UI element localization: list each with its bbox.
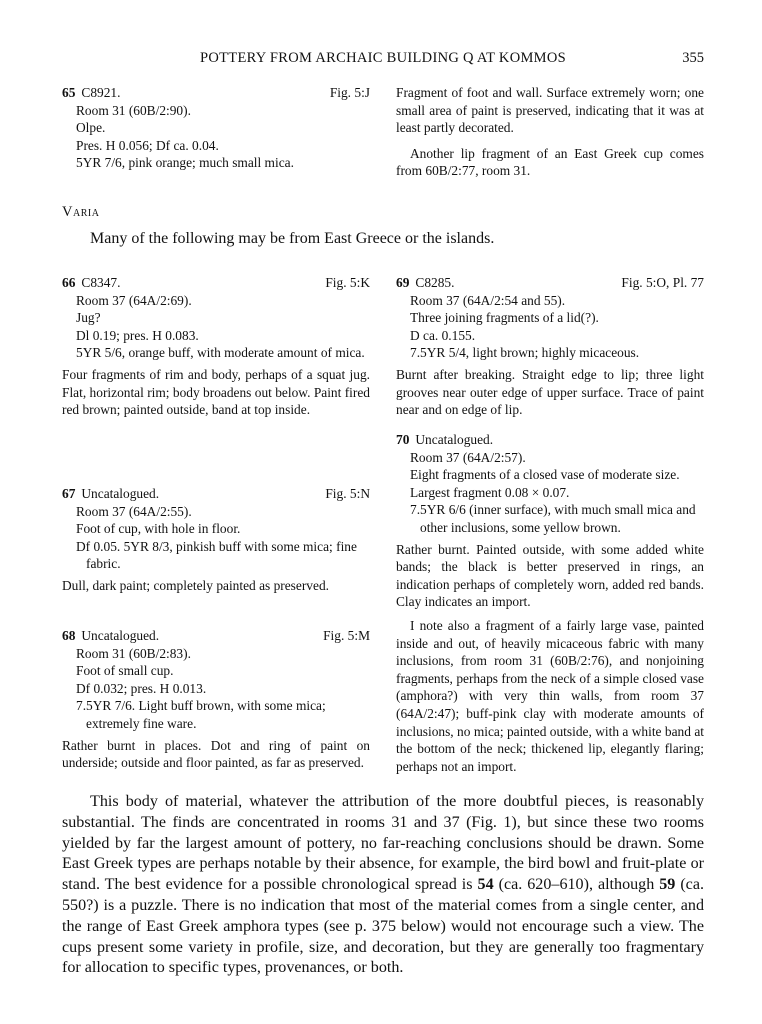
body-text-part: (ca. 620–610), although: [493, 876, 660, 894]
entry-heading: [62, 485, 370, 503]
entry-number: 68: [62, 628, 76, 643]
entry-note: Another lip fragment of an East Greek cup comes from 60B/2:77, room 31.: [396, 145, 704, 179]
figure-ref: Fig. 5:K: [325, 275, 370, 290]
entry-id: Uncatalogued.: [415, 432, 494, 447]
entry-line: Room 31 (60B/2:90).: [76, 102, 191, 118]
entry-line: Jug?: [76, 310, 101, 326]
catalog-entry-66: [62, 274, 370, 419]
running-head: POTTERY FROM ARCHAIC BUILDING Q AT KOMMOS: [200, 50, 566, 66]
entry-line: Room 37 (64A/2:55).: [76, 503, 192, 519]
entry-description: Fragment of foot and wall. Surface extremely worn; one small area of paint is preserved, indicating that it was at least partly decorated.: [396, 85, 704, 136]
entry-line: Olpe.: [76, 120, 106, 136]
entry-line: 5YR 7/6, pink orange; much small mica.: [76, 155, 294, 171]
entry-note: I note also a fragment of a fairly large vase, painted inside and out, of heavily micaceous fabric with many inclusions, from room 31 (60B/2:76), and nonjoining fragments, perhaps from the neck of a simple closed vase (amphora?) with very thin walls, from room 37 (64A/2:47); buff-pink clay with moderate amounts of inclusions, no mica; painted outside, with a white band at the bottom of the neck; thickened lip, elegantly flaring; perhaps not an import.: [396, 617, 704, 774]
entry-heading: [396, 431, 704, 449]
entry-heading: [396, 274, 704, 292]
catalog-entry-67: [62, 485, 370, 595]
catalog-reference: 59: [659, 876, 676, 894]
figure-ref: Fig. 5:N: [325, 486, 370, 501]
entry-line: Pres. H 0.056; Df ca. 0.04.: [76, 137, 219, 153]
entry-id: Uncatalogued.: [81, 486, 160, 501]
entry-line: Room 37 (64A/2:57).: [410, 449, 526, 465]
entry-65-continued: [396, 84, 704, 180]
entry-description: Four fragments of rim and body, perhaps of a squat jug. Flat, horizontal rim; body broadens out below. Paint fired red brown; painted outside, band at top inside.: [62, 366, 370, 418]
entry-heading: [62, 84, 370, 102]
entry-line: Eight fragments of a closed vase of moderate size.: [410, 467, 680, 483]
body-text-part: (ca. 550?) is a puzzle. There is no indication that most of the material comes from a single center, and the range of East Greek amphora types (see p. 375 below) would not encourage such a view. The cups present some variety in profile, size, and decoration, but they are generally too fragmentary for allocation to specific types, provenances, or both.: [62, 876, 704, 977]
entry-id: C8285.: [415, 275, 455, 290]
entry-description: Dull, dark paint; completely painted as preserved.: [62, 577, 329, 593]
entry-line: Foot of small cup.: [76, 663, 174, 679]
entry-line: Room 37 (64A/2:69).: [76, 292, 192, 308]
entry-line: Room 37 (64A/2:54 and 55).: [410, 292, 566, 308]
entry-line: 5YR 5/6, orange buff, with moderate amount of mica.: [76, 345, 365, 361]
entry-description: Burnt after breaking. Straight edge to lip; three light grooves near outer edge of upper surface. Trace of paint near and on edge of lip.: [396, 366, 704, 418]
entry-id: Uncatalogued.: [81, 628, 160, 643]
entry-number: 67: [62, 486, 76, 501]
section-title: Varia: [62, 204, 100, 220]
figure-ref: Fig. 5:O, Pl. 77: [621, 275, 704, 290]
entry-line: 7.5YR 7/6. Light buff brown, with some mica; extremely fine ware.: [76, 698, 326, 731]
entry-line: Largest fragment 0.08 × 0.07.: [410, 484, 570, 500]
entry-id: C8347.: [81, 275, 121, 290]
entry-line: D ca. 0.155.: [410, 327, 476, 343]
catalog-entry-69: [396, 274, 704, 419]
figure-ref: Fig. 5:M: [323, 628, 370, 643]
page-header: [62, 50, 704, 70]
section-intro: Many of the following may be from East Greece or the islands.: [90, 230, 495, 247]
entry-number: 70: [396, 432, 410, 447]
entry-description: Rather burnt. Painted outside, with some added white bands; the black is better preserved in rings, an indication perhaps of completely worn, added red bands. Clay indicates an import.: [396, 541, 704, 610]
entry-line: Foot of cup, with hole in floor.: [76, 521, 241, 537]
entry-line: Three joining fragments of a lid(?).: [410, 310, 599, 326]
entry-number: 65: [62, 85, 76, 100]
entry-heading: [62, 627, 370, 645]
body-text-part: This body of material, whatever the attribution of the more doubtful pieces, is reasonably substantial. The finds are concentrated in rooms 31 and 37 (Fig. 1), but since these two rooms yielded by far the largest amount of pottery, no far-reaching conclusions should be drawn. Some East Greek types are perhaps notable by their absence, for example, the bird bowl and fruit-plate or stand. The best evidence for a possible chronological spread is: [62, 793, 704, 894]
catalog-reference: 54: [477, 876, 494, 894]
entry-line: Dl 0.19; pres. H 0.083.: [76, 327, 199, 343]
entry-line: 7.5YR 6/6 (inner surface), with much small mica and other inclusions, some yellow brown.: [410, 502, 696, 535]
concluding-paragraph: [62, 792, 704, 979]
catalog-entry-68: [62, 627, 370, 772]
entry-line: Room 31 (60B/2:83).: [76, 645, 191, 661]
entry-description: Rather burnt in places. Dot and ring of paint on underside; outside and floor painted, as far as preserved.: [62, 737, 370, 771]
entry-number: 69: [396, 275, 410, 290]
entry-line: Df 0.05. 5YR 8/3, pinkish buff with some mica; fine fabric.: [76, 538, 357, 572]
catalog-entry-65: [62, 84, 370, 172]
entry-line: Df 0.032; pres. H 0.013.: [76, 680, 207, 696]
catalog-entry-70: [396, 431, 704, 775]
entry-number: 66: [62, 275, 76, 290]
entry-line: 7.5YR 5/4, light brown; highly micaceous.: [410, 345, 640, 361]
entry-heading: [62, 274, 370, 292]
figure-ref: Fig. 5:J: [329, 85, 370, 100]
page-number: 355: [682, 50, 704, 66]
entry-id: C8921.: [81, 85, 121, 100]
